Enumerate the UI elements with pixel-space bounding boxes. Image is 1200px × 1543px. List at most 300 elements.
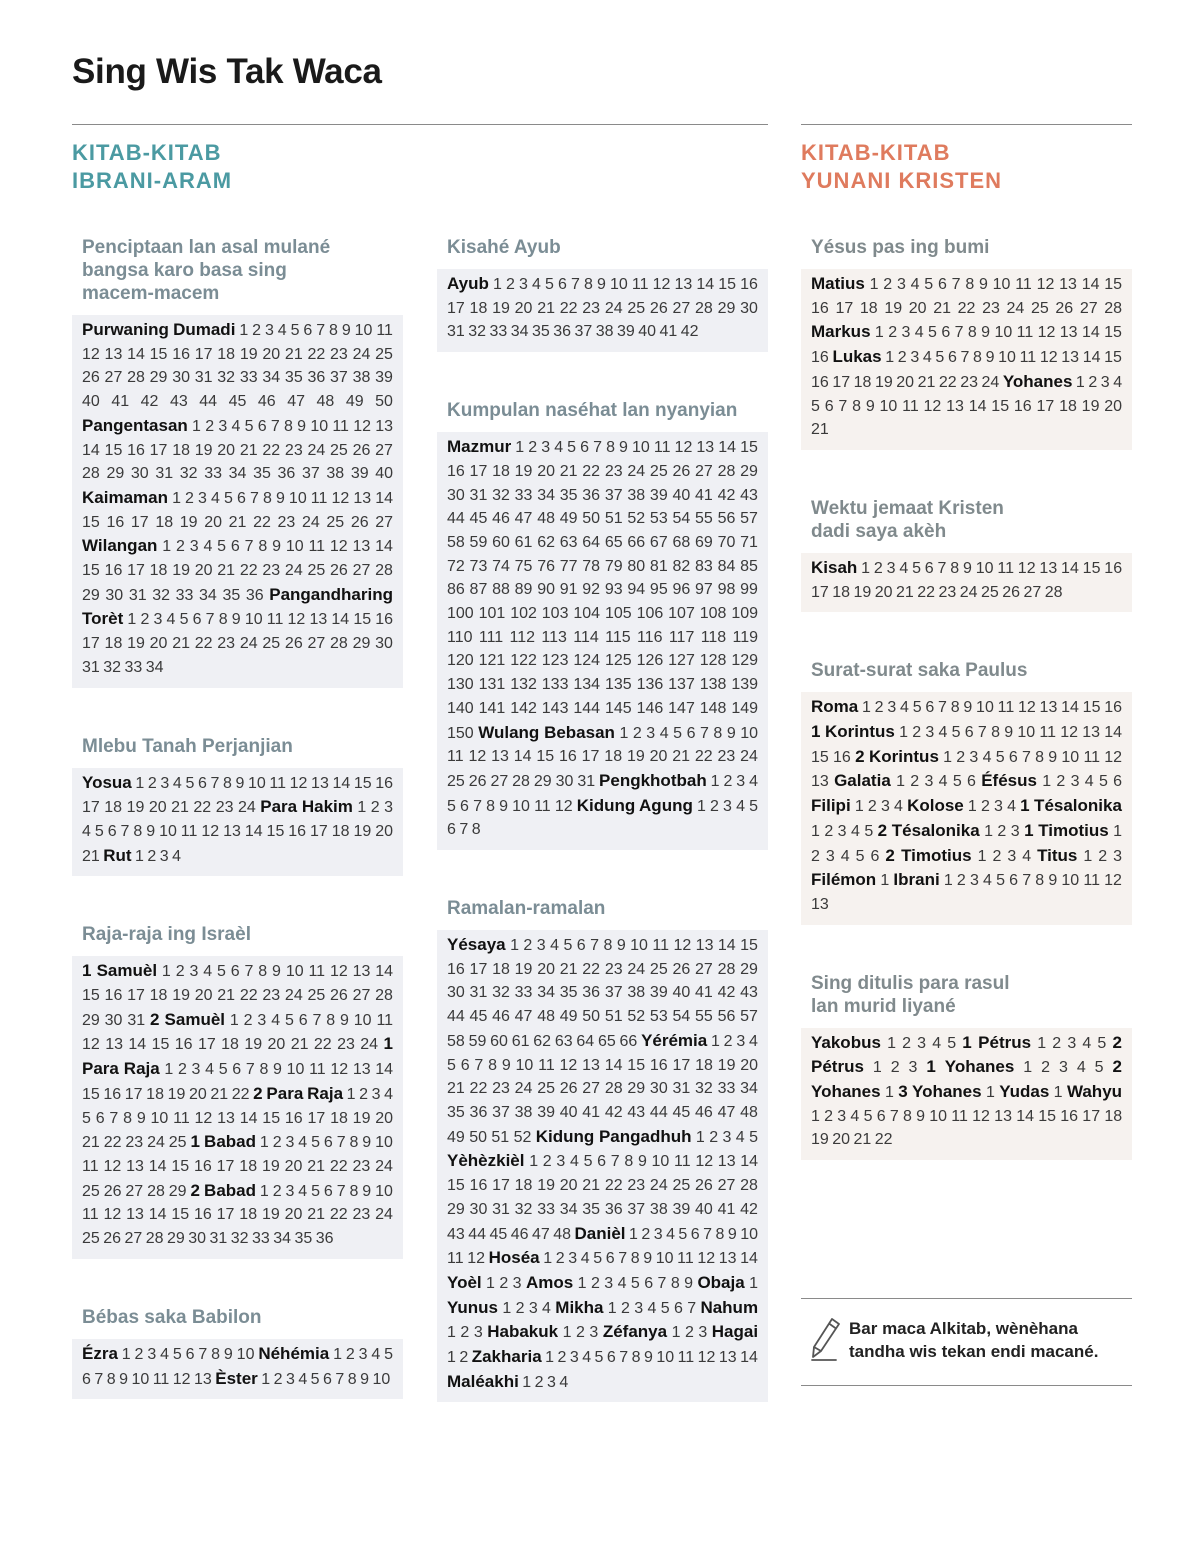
chapter-checkbox[interactable]: 65 xyxy=(597,1032,616,1050)
chapter-checkbox[interactable]: 27 xyxy=(352,987,371,1005)
chapter-checkbox[interactable]: 10 xyxy=(740,724,759,742)
chapter-checkbox[interactable]: 9 xyxy=(1048,748,1058,766)
chapter-checkbox[interactable]: 1 xyxy=(135,847,144,865)
chapter-checkbox[interactable]: 6 xyxy=(686,724,696,742)
chapter-checkbox[interactable]: 45 xyxy=(228,393,247,411)
chapter-checkbox[interactable]: 16 xyxy=(174,1036,193,1054)
chapter-checkbox[interactable]: 17 xyxy=(197,1036,216,1054)
chapter-checkbox[interactable]: 10 xyxy=(372,1370,391,1388)
chapter-checkbox[interactable]: 138 xyxy=(699,676,727,694)
chapter-checkbox[interactable]: 14 xyxy=(82,441,100,459)
chapter-checkbox[interactable]: 81 xyxy=(649,557,668,575)
chapter-checkbox[interactable]: 2 xyxy=(515,1299,525,1317)
chapter-checkbox[interactable]: 28 xyxy=(1044,583,1063,601)
chapter-checkbox[interactable]: 22 xyxy=(582,960,601,978)
chapter-checkbox[interactable]: 9 xyxy=(963,699,973,717)
chapter-checkbox[interactable]: 14 xyxy=(1104,724,1123,742)
chapter-checkbox[interactable]: 17 xyxy=(469,960,488,978)
chapter-checkbox[interactable]: 143 xyxy=(541,699,569,717)
chapter-checkbox[interactable]: 9 xyxy=(362,1182,372,1200)
chapter-checkbox[interactable]: 4 xyxy=(932,1034,942,1052)
chapter-checkbox[interactable]: 12 xyxy=(287,611,306,629)
chapter-checkbox[interactable]: 84 xyxy=(717,557,736,575)
chapter-checkbox[interactable]: 15 xyxy=(718,276,737,293)
chapter-checkbox[interactable]: 2 xyxy=(824,822,834,840)
chapter-checkbox[interactable]: 15 xyxy=(104,441,123,459)
chapter-checkbox[interactable]: 3 xyxy=(634,1299,644,1317)
chapter-checkbox[interactable]: 7 xyxy=(838,397,848,415)
chapter-checkbox[interactable]: 5 xyxy=(311,1182,320,1200)
chapter-checkbox[interactable]: 22 xyxy=(239,562,258,580)
chapter-checkbox[interactable]: 136 xyxy=(636,676,664,694)
chapter-checkbox[interactable]: 15 xyxy=(1082,699,1101,717)
chapter-checkbox[interactable]: 1 xyxy=(874,324,884,342)
chapter-checkbox[interactable]: 10 xyxy=(236,1345,255,1363)
chapter-checkbox[interactable]: 26 xyxy=(350,513,369,531)
chapter-checkbox[interactable]: 10 xyxy=(656,1349,675,1367)
chapter-checkbox[interactable]: 45 xyxy=(469,510,488,528)
chapter-checkbox[interactable]: 21 xyxy=(896,583,914,601)
chapter-checkbox[interactable]: 10 xyxy=(515,1056,534,1074)
chapter-checkbox[interactable]: 38 xyxy=(352,369,371,387)
chapter-checkbox[interactable]: 5 xyxy=(185,774,195,792)
chapter-checkbox[interactable]: 23 xyxy=(125,1134,144,1152)
chapter-checkbox[interactable]: 17 xyxy=(127,987,145,1005)
chapter-checkbox[interactable]: 4 xyxy=(569,1153,579,1171)
chapter-checkbox[interactable]: 6 xyxy=(690,1225,700,1243)
chapter-checkbox[interactable]: 123 xyxy=(541,652,569,670)
chapter-checkbox[interactable]: 20 xyxy=(537,960,555,978)
chapter-checkbox[interactable]: 42 xyxy=(680,323,699,341)
chapter-checkbox[interactable]: 2 xyxy=(499,1274,509,1292)
chapter-checkbox[interactable]: 14 xyxy=(740,1153,759,1171)
chapter-checkbox[interactable]: 21 xyxy=(917,373,936,391)
chapter-checkbox[interactable]: 38 xyxy=(627,984,646,1002)
chapter-checkbox[interactable]: 21 xyxy=(217,987,236,1005)
chapter-checkbox[interactable]: 2 xyxy=(867,798,877,816)
chapter-checkbox[interactable]: 13 xyxy=(718,1250,737,1268)
chapter-checkbox[interactable]: 62 xyxy=(533,1032,552,1050)
chapter-checkbox[interactable]: 10 xyxy=(150,1109,169,1127)
chapter-checkbox[interactable]: 9 xyxy=(981,324,991,342)
chapter-checkbox[interactable]: 38 xyxy=(627,486,646,504)
chapter-checkbox[interactable]: 10 xyxy=(632,439,650,457)
chapter-checkbox[interactable]: 3 xyxy=(285,1370,295,1388)
chapter-checkbox[interactable]: 39 xyxy=(537,1103,555,1121)
chapter-checkbox[interactable]: 14 xyxy=(1081,276,1100,293)
chapter-checkbox[interactable]: 23 xyxy=(938,583,957,601)
chapter-checkbox[interactable]: 17 xyxy=(492,1177,510,1195)
chapter-checkbox[interactable]: 67 xyxy=(649,533,668,551)
chapter-checkbox[interactable]: 11 xyxy=(534,797,551,815)
chapter-checkbox[interactable]: 1 xyxy=(696,797,706,815)
chapter-checkbox[interactable]: 11 xyxy=(951,1107,968,1125)
chapter-checkbox[interactable]: 1 xyxy=(985,1084,995,1102)
chapter-checkbox[interactable]: 4 xyxy=(900,699,909,717)
chapter-checkbox[interactable]: 8 xyxy=(624,1153,634,1171)
chapter-checkbox[interactable]: 21 xyxy=(447,1080,465,1098)
chapter-checkbox[interactable]: 122 xyxy=(510,652,537,670)
chapter-checkbox[interactable]: 9 xyxy=(136,1109,146,1127)
chapter-checkbox[interactable]: 4 xyxy=(205,1061,215,1079)
chapter-checkbox[interactable]: 5 xyxy=(583,1153,593,1171)
chapter-checkbox[interactable]: 5 xyxy=(749,797,759,815)
chapter-checkbox[interactable]: 3 xyxy=(371,1085,381,1103)
chapter-checkbox[interactable]: 13 xyxy=(126,1157,144,1175)
chapter-checkbox[interactable]: 12 xyxy=(554,797,573,815)
chapter-checkbox[interactable]: 12 xyxy=(353,417,371,435)
chapter-checkbox[interactable]: 97 xyxy=(695,581,713,599)
chapter-checkbox[interactable]: 36 xyxy=(245,586,264,604)
chapter-checkbox[interactable]: 8 xyxy=(606,439,615,457)
chapter-checkbox[interactable]: 19 xyxy=(874,373,893,391)
chapter-checkbox[interactable]: 15 xyxy=(149,345,168,363)
chapter-checkbox[interactable]: 63 xyxy=(554,1032,573,1050)
chapter-checkbox[interactable]: 16 xyxy=(649,1056,668,1074)
chapter-checkbox[interactable]: 85 xyxy=(740,557,758,575)
chapter-checkbox[interactable]: 35 xyxy=(447,1103,465,1121)
chapter-checkbox[interactable]: 16 xyxy=(559,748,577,766)
chapter-checkbox[interactable]: 4 xyxy=(160,1345,169,1363)
chapter-checkbox[interactable]: 3 xyxy=(198,489,207,507)
chapter-checkbox[interactable]: 20 xyxy=(188,1085,207,1103)
chapter-checkbox[interactable]: 1 xyxy=(529,1153,539,1171)
chapter-checkbox[interactable]: 4 xyxy=(840,847,850,865)
chapter-checkbox[interactable]: 39 xyxy=(375,369,393,387)
chapter-checkbox[interactable]: 5 xyxy=(912,699,922,717)
chapter-checkbox[interactable]: 34 xyxy=(510,323,529,341)
chapter-checkbox[interactable]: 11 xyxy=(538,1056,555,1074)
chapter-checkbox[interactable]: 3 xyxy=(512,1274,522,1292)
chapter-checkbox[interactable]: 35 xyxy=(559,486,578,504)
chapter-checkbox[interactable]: 24 xyxy=(375,1157,393,1175)
chapter-checkbox[interactable]: 10 xyxy=(285,538,304,556)
chapter-checkbox[interactable]: 9 xyxy=(362,1134,372,1152)
chapter-checkbox[interactable]: 21 xyxy=(228,513,247,531)
chapter-checkbox[interactable]: 19 xyxy=(261,1206,280,1224)
chapter-checkbox[interactable]: 29 xyxy=(740,960,758,978)
chapter-checkbox[interactable]: 11 xyxy=(653,439,671,457)
chapter-checkbox[interactable]: 92 xyxy=(582,581,601,599)
chapter-checkbox[interactable]: 12 xyxy=(289,774,308,792)
chapter-checkbox[interactable]: 17 xyxy=(447,299,465,317)
chapter-checkbox[interactable]: 14 xyxy=(128,1036,147,1054)
chapter-checkbox[interactable]: 41 xyxy=(582,1103,601,1121)
chapter-checkbox[interactable]: 7 xyxy=(699,724,709,742)
chapter-checkbox[interactable]: 6 xyxy=(107,822,117,840)
chapter-checkbox[interactable]: 1 xyxy=(447,1324,456,1342)
chapter-checkbox[interactable]: 27 xyxy=(1079,299,1098,317)
chapter-checkbox[interactable]: 48 xyxy=(537,1008,555,1026)
chapter-checkbox[interactable]: 13 xyxy=(105,1036,123,1054)
chapter-checkbox[interactable]: 78 xyxy=(582,557,601,575)
chapter-checkbox[interactable]: 8 xyxy=(967,324,977,342)
chapter-checkbox[interactable]: 26 xyxy=(649,299,668,317)
chapter-checkbox[interactable]: 21 xyxy=(853,1131,872,1149)
chapter-checkbox[interactable]: 22 xyxy=(957,299,976,317)
chapter-checkbox[interactable]: 9 xyxy=(596,276,606,293)
chapter-checkbox[interactable]: 12 xyxy=(82,1036,100,1054)
chapter-checkbox[interactable]: 6 xyxy=(937,276,947,293)
chapter-checkbox[interactable]: 13 xyxy=(353,489,372,507)
chapter-checkbox[interactable]: 2 xyxy=(883,276,893,293)
chapter-checkbox[interactable]: 4 xyxy=(172,774,182,792)
chapter-checkbox[interactable]: 20 xyxy=(832,1131,851,1149)
chapter-checkbox[interactable]: 14 xyxy=(1016,1107,1034,1125)
chapter-checkbox[interactable]: 30 xyxy=(649,1080,668,1098)
chapter-checkbox[interactable]: 5 xyxy=(1098,773,1108,791)
chapter-checkbox[interactable]: 12 xyxy=(82,345,100,363)
chapter-checkbox[interactable]: 9 xyxy=(726,724,736,742)
chapter-checkbox[interactable]: 90 xyxy=(537,581,555,599)
chapter-checkbox[interactable]: 10 xyxy=(1061,872,1080,890)
chapter-checkbox[interactable]: 1 xyxy=(899,724,908,742)
chapter-checkbox[interactable]: 149 xyxy=(731,699,759,717)
chapter-checkbox[interactable]: 14 xyxy=(1082,349,1101,367)
chapter-checkbox[interactable]: 7 xyxy=(618,1250,628,1268)
chapter-checkbox[interactable]: 45 xyxy=(672,1103,691,1121)
chapter-checkbox[interactable]: 130 xyxy=(447,676,474,694)
chapter-checkbox[interactable]: 32 xyxy=(695,1080,713,1098)
chapter-checkbox[interactable]: 5 xyxy=(179,611,189,629)
chapter-checkbox[interactable]: 1 xyxy=(1113,822,1123,840)
chapter-checkbox[interactable]: 1 xyxy=(229,1011,239,1029)
chapter-checkbox[interactable]: 27 xyxy=(124,1230,143,1248)
chapter-checkbox[interactable]: 29 xyxy=(149,369,168,387)
chapter-checkbox[interactable]: 18 xyxy=(155,513,174,531)
chapter-checkbox[interactable]: 14 xyxy=(332,774,351,792)
chapter-checkbox[interactable]: 26 xyxy=(103,1230,122,1248)
chapter-checkbox[interactable]: 1 xyxy=(869,276,879,293)
chapter-checkbox[interactable]: 6 xyxy=(460,797,469,815)
chapter-checkbox[interactable]: 2 xyxy=(956,872,966,890)
chapter-checkbox[interactable]: 21 xyxy=(217,562,236,580)
chapter-checkbox[interactable]: 77 xyxy=(559,557,578,575)
chapter-checkbox[interactable]: 31 xyxy=(127,1011,146,1029)
chapter-checkbox[interactable]: 17 xyxy=(310,822,328,840)
chapter-checkbox[interactable]: 22 xyxy=(604,1177,623,1195)
chapter-checkbox[interactable]: 17 xyxy=(581,748,600,766)
chapter-checkbox[interactable]: 22 xyxy=(329,1206,348,1224)
chapter-checkbox[interactable]: 5 xyxy=(384,1345,394,1363)
chapter-checkbox[interactable]: 9 xyxy=(272,963,281,981)
chapter-checkbox[interactable]: 11 xyxy=(82,1206,99,1224)
chapter-checkbox[interactable]: 1 xyxy=(1042,773,1052,791)
chapter-checkbox[interactable]: 19 xyxy=(626,748,645,766)
chapter-checkbox[interactable]: 46 xyxy=(492,1008,510,1026)
chapter-checkbox[interactable]: 114 xyxy=(573,628,599,646)
chapter-checkbox[interactable]: 11 xyxy=(173,1109,190,1127)
chapter-checkbox[interactable]: 37 xyxy=(492,1103,510,1121)
chapter-checkbox[interactable]: 20 xyxy=(514,299,533,317)
chapter-checkbox[interactable]: 27 xyxy=(307,635,326,653)
chapter-checkbox[interactable]: 17 xyxy=(1036,397,1055,415)
chapter-checkbox[interactable]: 35 xyxy=(559,984,578,1002)
chapter-checkbox[interactable]: 22 xyxy=(307,345,326,363)
chapter-checkbox[interactable]: 12 xyxy=(103,1157,122,1175)
chapter-checkbox[interactable]: 2 xyxy=(359,1085,369,1103)
chapter-checkbox[interactable]: 5 xyxy=(951,724,961,742)
chapter-checkbox[interactable]: 26 xyxy=(284,635,303,653)
chapter-checkbox[interactable]: 1 xyxy=(710,772,720,790)
chapter-checkbox[interactable]: 2 xyxy=(710,797,719,815)
chapter-checkbox[interactable]: 32 xyxy=(492,486,510,504)
chapter-checkbox[interactable]: 7 xyxy=(120,822,130,840)
chapter-checkbox[interactable]: 33 xyxy=(239,369,258,387)
chapter-checkbox[interactable]: 5 xyxy=(935,349,945,367)
chapter-checkbox[interactable]: 2 xyxy=(140,611,150,629)
chapter-checkbox[interactable]: 12 xyxy=(697,1250,716,1268)
chapter-checkbox[interactable]: 1 xyxy=(749,1274,758,1292)
chapter-checkbox[interactable]: 65 xyxy=(604,533,623,551)
chapter-checkbox[interactable]: 8 xyxy=(488,1056,498,1074)
chapter-checkbox[interactable]: 25 xyxy=(672,1177,691,1195)
chapter-checkbox[interactable]: 15 xyxy=(991,397,1010,415)
chapter-checkbox[interactable]: 1 xyxy=(619,724,629,742)
chapter-checkbox[interactable]: 36 xyxy=(307,369,326,387)
chapter-checkbox[interactable]: 42 xyxy=(717,486,736,504)
chapter-checkbox[interactable]: 9 xyxy=(501,1056,511,1074)
chapter-checkbox[interactable]: 4 xyxy=(298,1370,308,1388)
chapter-checkbox[interactable]: 61 xyxy=(511,1032,530,1050)
chapter-checkbox[interactable]: 11 xyxy=(902,397,919,415)
chapter-checkbox[interactable]: 13 xyxy=(582,1056,600,1074)
chapter-checkbox[interactable]: 34 xyxy=(199,586,217,604)
chapter-checkbox[interactable]: 2 xyxy=(632,724,642,742)
chapter-checkbox[interactable]: 3 xyxy=(901,324,911,342)
chapter-checkbox[interactable]: 3 xyxy=(384,799,394,817)
chapter-checkbox[interactable]: 1 xyxy=(172,489,181,507)
chapter-checkbox[interactable]: 4 xyxy=(298,1182,308,1200)
chapter-checkbox[interactable]: 34 xyxy=(273,1230,292,1248)
chapter-checkbox[interactable]: 48 xyxy=(553,1225,572,1243)
chapter-checkbox[interactable]: 5 xyxy=(290,322,300,339)
chapter-checkbox[interactable]: 25 xyxy=(447,772,465,790)
chapter-checkbox[interactable]: 11 xyxy=(308,538,326,556)
chapter-checkbox[interactable]: 15 xyxy=(151,1036,170,1054)
chapter-checkbox[interactable]: 10 xyxy=(994,324,1013,342)
chapter-checkbox[interactable]: 4 xyxy=(559,1373,569,1391)
chapter-checkbox[interactable]: 43 xyxy=(447,1225,465,1243)
chapter-checkbox[interactable]: 5 xyxy=(630,1274,640,1292)
chapter-checkbox[interactable]: 7 xyxy=(210,774,220,792)
chapter-checkbox[interactable]: 21 xyxy=(82,1134,100,1152)
chapter-checkbox[interactable]: 11 xyxy=(1019,349,1037,367)
chapter-checkbox[interactable]: 6 xyxy=(95,1109,105,1127)
chapter-checkbox[interactable]: 5 xyxy=(94,822,104,840)
chapter-checkbox[interactable]: 19 xyxy=(1081,397,1100,415)
chapter-checkbox[interactable]: 10 xyxy=(609,276,628,293)
chapter-checkbox[interactable]: 5 xyxy=(593,1250,603,1268)
chapter-checkbox[interactable]: 29 xyxy=(717,299,736,317)
chapter-checkbox[interactable]: 2 xyxy=(956,748,966,766)
chapter-checkbox[interactable]: 1 xyxy=(121,1345,131,1363)
chapter-checkbox[interactable]: 13 xyxy=(194,1370,212,1388)
chapter-checkbox[interactable]: 29 xyxy=(740,462,758,480)
chapter-checkbox[interactable]: 37 xyxy=(301,465,320,483)
chapter-checkbox[interactable]: 52 xyxy=(627,1008,646,1026)
chapter-checkbox[interactable]: 15 xyxy=(262,1109,281,1127)
chapter-checkbox[interactable]: 129 xyxy=(731,652,759,670)
chapter-checkbox[interactable]: 2 xyxy=(811,847,820,865)
chapter-checkbox[interactable]: 8 xyxy=(1035,748,1045,766)
chapter-checkbox[interactable]: 70 xyxy=(717,533,736,551)
chapter-checkbox[interactable]: 24 xyxy=(352,345,371,363)
chapter-checkbox[interactable]: 39 xyxy=(617,323,635,341)
chapter-checkbox[interactable]: 9 xyxy=(963,559,972,577)
chapter-checkbox[interactable]: 7 xyxy=(474,1056,484,1074)
chapter-checkbox[interactable]: 25 xyxy=(326,513,345,531)
chapter-checkbox[interactable]: 2 xyxy=(684,1324,694,1342)
chapter-checkbox[interactable]: 3 xyxy=(825,847,835,865)
chapter-checkbox[interactable]: 29 xyxy=(168,1182,187,1200)
chapter-checkbox[interactable]: 19 xyxy=(261,1157,280,1175)
chapter-checkbox[interactable]: 61 xyxy=(514,533,533,551)
chapter-checkbox[interactable]: 72 xyxy=(447,557,465,575)
chapter-checkbox[interactable]: 46 xyxy=(510,1225,529,1243)
chapter-checkbox[interactable]: 63 xyxy=(559,533,578,551)
chapter-checkbox[interactable]: 6 xyxy=(605,1250,615,1268)
chapter-checkbox[interactable]: 4 xyxy=(659,724,669,742)
chapter-checkbox[interactable]: 4 xyxy=(914,324,924,342)
chapter-checkbox[interactable]: 7 xyxy=(316,322,326,339)
chapter-checkbox[interactable]: 24 xyxy=(147,1134,165,1152)
chapter-checkbox[interactable]: 13 xyxy=(811,773,829,791)
chapter-checkbox[interactable]: 30 xyxy=(555,772,574,790)
chapter-checkbox[interactable]: 27 xyxy=(582,1080,601,1098)
chapter-checkbox[interactable]: 20 xyxy=(740,1056,759,1074)
chapter-checkbox[interactable]: 80 xyxy=(627,557,646,575)
chapter-checkbox[interactable]: 2 xyxy=(1052,1034,1062,1052)
chapter-checkbox[interactable]: 35 xyxy=(294,1230,313,1248)
chapter-checkbox[interactable]: 34 xyxy=(537,486,555,504)
chapter-checkbox[interactable]: 6 xyxy=(967,773,976,791)
chapter-checkbox[interactable]: 2 xyxy=(460,1324,470,1342)
chapter-checkbox[interactable]: 22 xyxy=(313,1036,332,1054)
chapter-checkbox[interactable]: 17 xyxy=(130,513,149,531)
chapter-checkbox[interactable]: 8 xyxy=(123,1109,133,1127)
chapter-checkbox[interactable]: 48 xyxy=(316,393,335,411)
chapter-checkbox[interactable]: 10 xyxy=(1061,748,1080,766)
chapter-checkbox[interactable]: 32 xyxy=(179,465,198,483)
chapter-checkbox[interactable]: 8 xyxy=(349,1182,359,1200)
chapter-checkbox[interactable]: 9 xyxy=(1004,724,1014,742)
chapter-checkbox[interactable]: 49 xyxy=(559,1008,578,1026)
chapter-checkbox[interactable]: 7 xyxy=(590,937,600,955)
chapter-checkbox[interactable]: 3 xyxy=(569,1349,579,1367)
chapter-checkbox[interactable]: 28 xyxy=(717,462,736,480)
chapter-checkbox[interactable]: 19 xyxy=(811,1131,829,1149)
chapter-checkbox[interactable]: 20 xyxy=(194,987,213,1005)
chapter-checkbox[interactable]: 3 xyxy=(722,1128,732,1146)
chapter-checkbox[interactable]: 19 xyxy=(353,822,372,840)
chapter-checkbox[interactable]: 3 xyxy=(887,699,897,717)
chapter-checkbox[interactable]: 57 xyxy=(740,510,758,528)
chapter-checkbox[interactable]: 22 xyxy=(874,1131,893,1149)
chapter-checkbox[interactable]: 3 xyxy=(1100,373,1110,391)
chapter-checkbox[interactable]: 58 xyxy=(447,1032,465,1050)
chapter-checkbox[interactable]: 33 xyxy=(514,486,533,504)
chapter-checkbox[interactable]: 46 xyxy=(492,510,510,528)
chapter-checkbox[interactable]: 8 xyxy=(603,937,613,955)
chapter-checkbox[interactable]: 60 xyxy=(490,1032,508,1050)
chapter-checkbox[interactable]: 33 xyxy=(537,1200,555,1218)
chapter-checkbox[interactable]: 5 xyxy=(567,439,577,457)
chapter-checkbox[interactable]: 20 xyxy=(896,373,915,391)
chapter-checkbox[interactable]: 116 xyxy=(636,628,663,646)
chapter-checkbox[interactable]: 12 xyxy=(1036,276,1055,293)
chapter-checkbox[interactable]: 26 xyxy=(695,1177,713,1195)
